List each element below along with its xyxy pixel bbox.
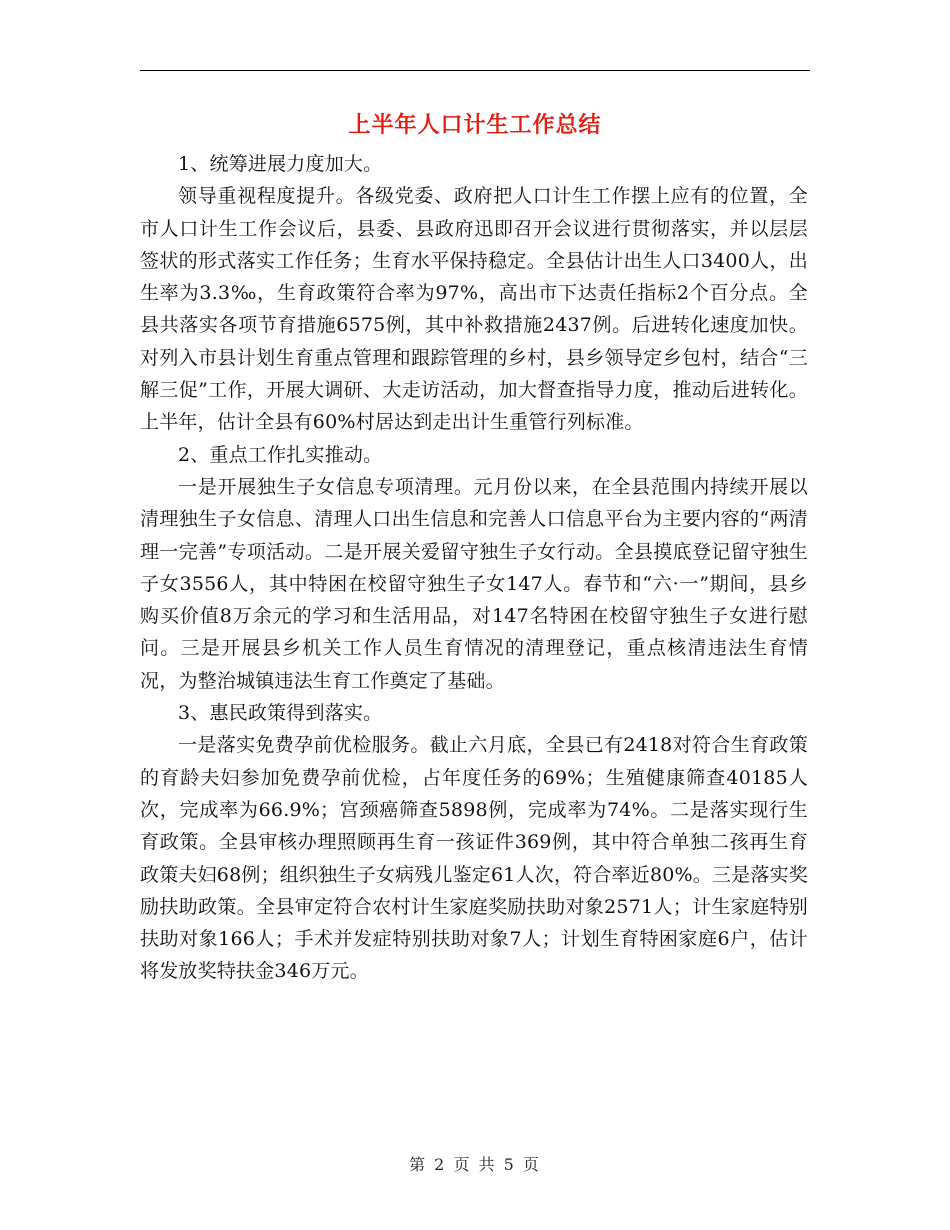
body-paragraph: 领导重视程度提升。各级党委、政府把人口计生工作摆上应有的位置，全市人口计生工作会议后，县委、县政府迅即召开会议进行贯彻落实，并以层层签状的形式落实工作任务；生育水平保持稳定。全县估计出生人口3400人，出生率为3.3‰，生育政策符合率为97%，高出市下达责任指标2个百分点。全县共落实各项节育措施6575例，其中补救措施2437例。后进转化速度加快。对列入市县计划生育重点管理和跟踪管理的乡村，县乡领导定乡包村，结合“三解三促”工作，开展大调研、大走访活动，加大督查指导力度，推动后进转化。上半年，估计全县有60%村居达到走出计生重管行列标准。 [140, 185, 808, 434]
body-paragraph: 一是开展独生子女信息专项清理。元月份以来，在全县范围内持续开展以清理独生子女信息、清理人口出生信息和完善人口信息平台为主要内容的“两清理一完善”专项活动。二是开展关爱留守独生子女行动。全县摸底登记留守独生子女3556人，其中特困在校留守独生子女147人。春节和“六·一”期间，县乡购买价值8万余元的学习和生活用品，对147名特困在校留守独生子女进行慰问。三是开展县乡机关工作人员生育情况的清理登记，重点核清违法生育情况，为整治城镇违法生育工作奠定了基础。 [140, 475, 808, 692]
document-title: 上半年人口计生工作总结 [348, 112, 602, 138]
section-heading-2: 2、重点工作扎实推动。 [178, 443, 383, 466]
document-body [140, 148, 808, 988]
header-rule [140, 70, 810, 71]
page-number: 第 2 页 共 5 页 [409, 1155, 541, 1174]
section-heading-3: 3、惠民政策得到落实。 [178, 702, 383, 725]
section-heading-1: 1、统筹进展力度加大。 [178, 153, 383, 175]
body-paragraph: 一是落实免费孕前优检服务。截止六月底，全县已有2418对符合生育政策的育龄夫妇参加免费孕前优检，占年度任务的69%；生殖健康筛查40185人次，完成率为66.9%；宫颈癌筛查5898例，完成率为74%。二是落实现行生育政策。全县审核办理照顾再生育一孩证件369例，其中符合单独二孩再生育政策夫妇68例；组织独生子女病残儿鉴定61人次，符合率近80%。三是落实奖励扶助政策。全县审定符合农村计生家庭奖励扶助对象2571人；计生家庭特别扶助对象166人；手术并发症特别扶助对象7人；计划生育特困家庭6户，估计将发放奖特扶金346万元。 [140, 734, 808, 983]
